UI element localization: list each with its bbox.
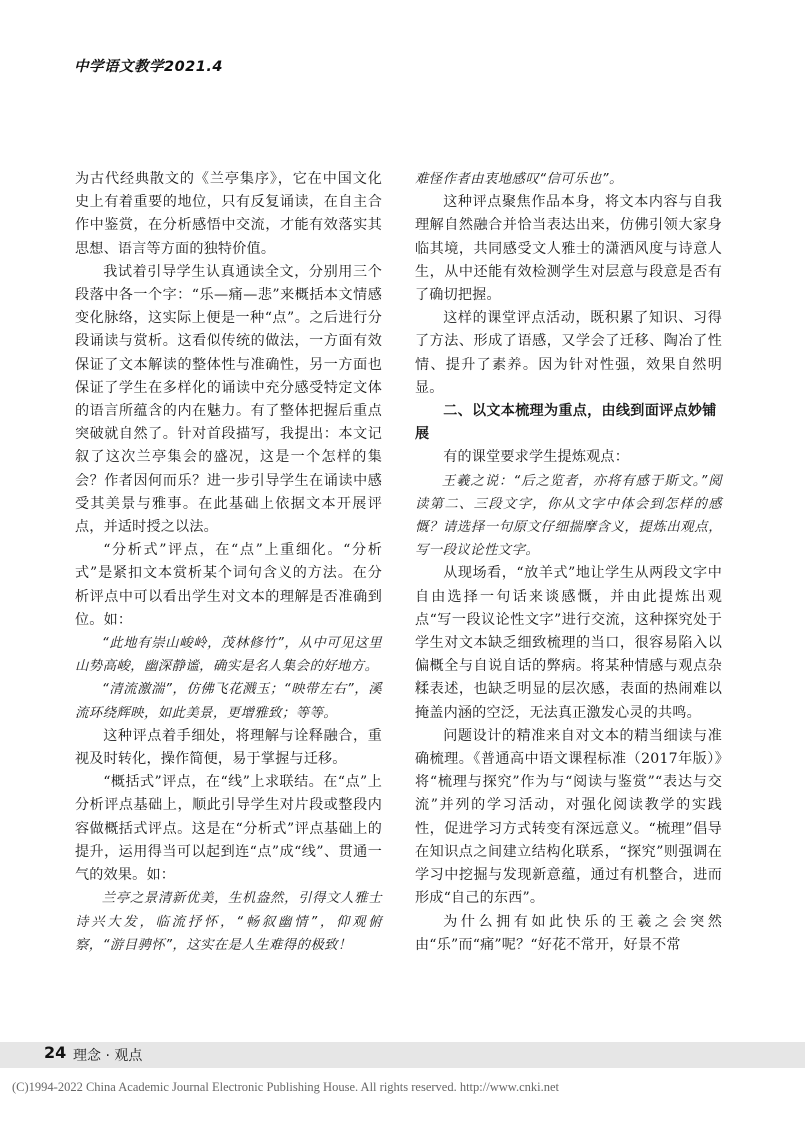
quoted-example: 难怪作者由衷地感叹“信可乐也”。 xyxy=(415,172,623,187)
body-paragraph: 问题设计的精准来自对文本的精当细读与准确梳理。《普通高中语文课程标准（2017年版）》将“梳理与探究”作为与“阅读与鉴赏”“表达与交流”并列的学习活动，对强化阅读教学的实践性，促进学习方式转变有深远意义。“梳理”倡导在知识点之间建立结构化联系，“探究”则强调在学习中挖掘与发现新意蕴，通过有机整合，进而形成“自己的东西”。 xyxy=(415,727,722,907)
quoted-example: “清流激湍”，仿佛飞花溅玉；“映带左右”，溪流环绕辉映，如此美景，更增雅致；等等。 xyxy=(75,682,382,721)
left-column xyxy=(75,168,382,957)
quoted-example: 王羲之说：“后之览者，亦将有感于斯文。”阅读第二、三段文字，你从文字中体会到怎样的感慨？请选择一句原文仔细揣摩含义，提炼出观点，写一段议论性文字。 xyxy=(415,473,722,559)
right-column xyxy=(415,168,722,957)
copyright-notice: (C)1994-2022 China Academic Journal Electronic Publishing House. All rights reserved. http://www.cnki.net xyxy=(12,1080,560,1094)
quoted-example: 兰亭之景清新优美，生机盎然，引得文人雅士诗兴大发，临流抒怀，“畅叙幽情”，仰观俯察，“游目骋怀”，这实在是人生难得的极致！ xyxy=(75,891,382,953)
body-paragraph: 这样的课堂评点活动，既积累了知识、习得了方法、形成了语感，又学会了迁移、陶冶了性情、提升了素养。因为针对性强，效果自然明显。 xyxy=(415,310,722,396)
section-label: 理念 · 观点 xyxy=(73,1048,143,1064)
body-paragraph: 为古代经典散文的《兰亭集序》，它在中国文化史上有着重要的地位，只有反复诵读，在自主合作中鉴赏，在分析感悟中交流，才能有效落实其思想、语言等方面的独特价值。 xyxy=(75,171,382,257)
journal-header: 中学语文教学2021.4 xyxy=(74,59,223,75)
body-paragraph: 这种评点聚焦作品本身，将文本内容与自我理解自然融合并恰当表达出来，仿佛引领大家身临其境，共同感受文人雅士的潇洒风度与诗意人生，从中还能有效检测学生对层意与段意是否有了确切把握。 xyxy=(415,194,722,304)
page-number: 24 xyxy=(44,1043,67,1062)
body-paragraph: 为什么拥有如此快乐的王羲之会突然由“乐”而“痛”呢？“好花不常开，好景不常 xyxy=(415,913,722,953)
quoted-example: “此地有崇山峻岭，茂林修竹”，从中可见这里山势高峻，幽深静谧，确实是名人集会的好地方。 xyxy=(75,636,382,675)
body-paragraph: “分析式”评点，在“点”上重细化。“分析式”是紧扣文本赏析某个词句含义的方法。在分析评点中可以看出学生对文本的理解是否准确到位。如： xyxy=(75,542,382,628)
body-paragraph: 从现场看，“放羊式”地让学生从两段文字中自由选择一句话来谈感慨，并由此提炼出观点“写一段议论性文字”进行交流，这种探究处于学生对文本缺乏细致梳理的当口，很容易陷入以偏概全与自说自话的弊病。将某种情感与观点杂糅表述，也缺乏明显的层次感，表面的热闹难以掩盖内涵的空泛，无法真正激发心灵的共鸣。 xyxy=(415,565,722,721)
body-paragraph: 有的课堂要求学生提炼观点： xyxy=(443,449,630,466)
body-paragraph: 我试着引导学生认真通读全文，分别用三个段落中各一个字：“乐—痛—悲”来概括本文情感变化脉络，这实际上便是一种“点”。之后进行分段诵读与赏析。这看似传统的做法，一方面有效保证了文本解读的整体性与准确性，另一方面也保证了学生在多样化的诵读中充分感受特定文体的语言所蕴含的内在魅力。有了整体把握后重点突破就自然了。针对首段描写，我提出：本文记叙了这次兰亭集会的盛况，这是一个怎样的集会？作者因何而乐？进一步引导学生在诵读中感受其美景与雅事。在此基础上依据文本开展评点，并适时授之以法。 xyxy=(75,263,382,536)
section-heading: 二、以文本梳理为重点，由线到面评点妙铺展 xyxy=(415,403,717,443)
body-paragraph: “概括式”评点，在“线”上求联结。在“点”上分析评点基础上，顺此引导学生对片段或整段内容做概括式评点。这是在“分析式”评点基础上的提升，运用得当可以起到连“点”成“线”、贯通一气的效果。如： xyxy=(75,774,382,884)
body-paragraph: 这种评点着手细处，将理解与诠释融合，重视及时转化，操作简便，易于掌握与迁移。 xyxy=(75,727,382,768)
